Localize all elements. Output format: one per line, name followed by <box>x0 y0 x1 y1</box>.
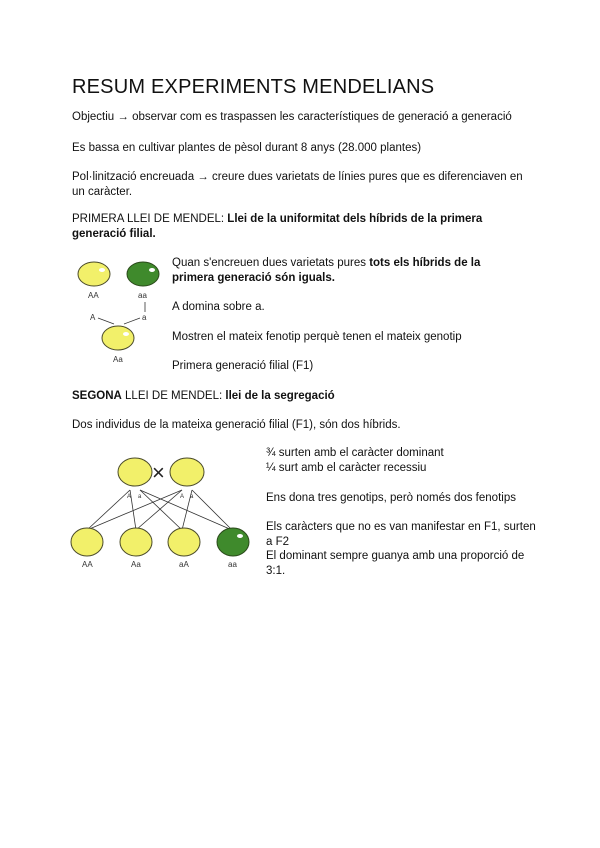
child-label: Aa <box>113 355 123 364</box>
cross-line <box>87 490 185 530</box>
f2-pea-AA <box>71 528 103 556</box>
law2-text3: Ens dona tres genotips, però només dos fenotips <box>266 492 516 504</box>
allele-mark: a <box>190 494 194 500</box>
allele-mark: a <box>138 494 142 500</box>
law2-text2: ¼ surt amb el caràcter recessiu <box>266 462 427 474</box>
law1-text1-bold: tots els híbrids de la primera generació són iguals. <box>172 257 481 284</box>
f1-parent1-pea <box>118 458 152 486</box>
law2-text1: ¾ surten amb el caràcter dominant <box>266 447 444 459</box>
law2-text4: Els caràcters que no es van manifestar en F1, surten a F2 <box>266 521 536 548</box>
f2-pea-aa-highlight <box>237 534 243 538</box>
basis-text: Es bassa en cultivar plantes de pèsol durant 8 anys (28.000 plantes) <box>72 142 422 154</box>
allele-mark: A <box>127 494 132 500</box>
allele2-label: a <box>142 313 147 322</box>
f2-label-Aa: Aa <box>131 560 141 569</box>
f1-parent2-pea <box>170 458 204 486</box>
cross-line <box>140 490 232 530</box>
law1-text2: A domina sobre a. <box>172 301 265 313</box>
cross-line <box>192 490 232 530</box>
law1-text1 <box>172 256 517 286</box>
cross-symbol: × <box>152 460 165 485</box>
allele-mark: A <box>180 494 185 500</box>
law1-diagram <box>72 258 172 378</box>
law1-heading-bold: Llei de la uniformitat dels híbrids de la primera generació filial. <box>72 213 483 240</box>
child-pea <box>102 326 134 350</box>
parent2-pea <box>127 262 159 286</box>
law1-heading <box>72 212 532 242</box>
f2-label-AA: AA <box>82 560 93 569</box>
f2-pea-aa <box>217 528 249 556</box>
law1-text3: Mostren el mateix fenotip perquè tenen el mateix genotip <box>172 331 462 343</box>
parent2-highlight <box>149 268 155 272</box>
law2-heading-bold2: llei de la segregació <box>225 390 335 402</box>
f2-label-aA: aA <box>179 560 189 569</box>
f2-pea-aA <box>168 528 200 556</box>
law1-heading-prefix: PRIMERA LLEI DE MENDEL: <box>72 213 228 225</box>
allele2-line <box>124 318 140 324</box>
law1-text4: Primera generació filial (F1) <box>172 360 314 372</box>
law2-heading-bold1: SEGONA <box>72 390 122 402</box>
parent1-highlight <box>99 268 105 272</box>
law2-diagram <box>72 452 272 582</box>
law1-text1-normal: Quan s'encreuen dues varietats pures <box>172 257 370 269</box>
parent2-label: aa <box>138 291 147 300</box>
parent1-label: AA <box>88 291 99 300</box>
cross-line <box>136 490 185 530</box>
law2-text5: El dominant sempre guanya amb una proporció de 3:1. <box>266 550 525 577</box>
law2-intro: Dos individus de la mateixa generació filial (F1), són dos híbrids. <box>72 419 401 431</box>
child-highlight <box>123 332 129 336</box>
pollination-text: Pol·linització encreuada → creure dues varietats de línies pures que es diferenciaven en un caràcter. <box>72 171 523 198</box>
law2-heading <box>72 389 335 404</box>
allele1-label: A <box>90 313 96 322</box>
cross-line <box>87 490 130 530</box>
f2-label-aa: aa <box>228 560 237 569</box>
law2-heading-normal: LLEI DE MENDEL: <box>121 390 226 402</box>
parent1-pea <box>78 262 110 286</box>
objective-text: Objectiu → observar com es traspassen les característiques de generació a generació <box>72 111 512 123</box>
allele1-line <box>98 318 114 324</box>
page-title: RESUM EXPERIMENTS MENDELIANS <box>72 76 435 98</box>
f2-pea-Aa <box>120 528 152 556</box>
